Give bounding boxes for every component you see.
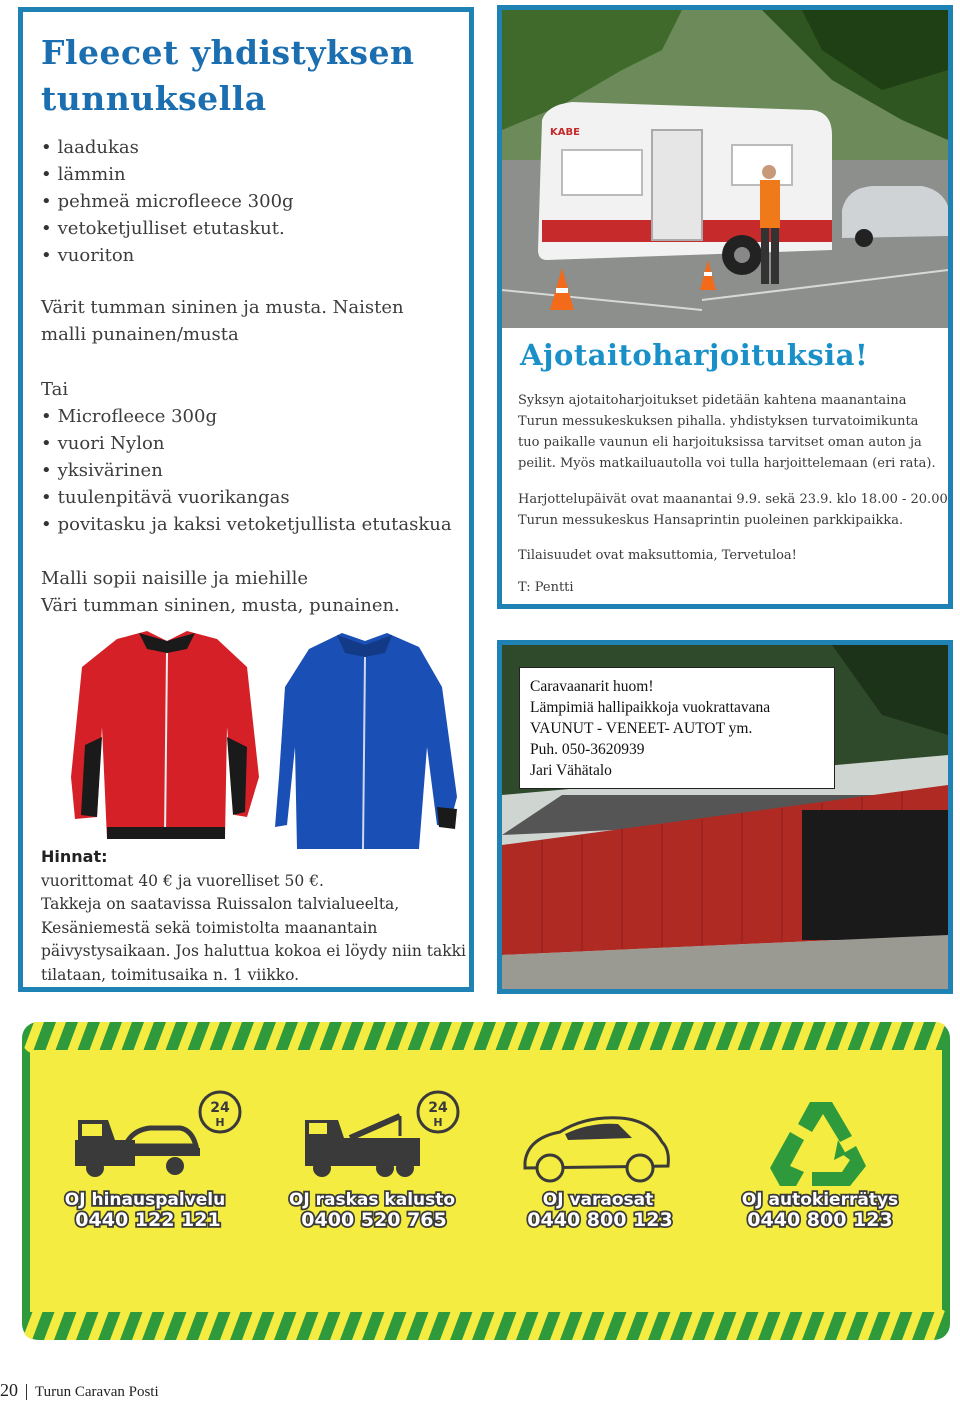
hall-rental-box [497,640,953,994]
notice-line: VAUNUT - VENEET- AUTOT ym. [530,720,753,737]
caravan-photo [502,10,948,328]
publication-name: Turun Caravan Posti [35,1384,159,1400]
trailer-brand: KABE [550,127,580,138]
notice-line: Caravaanarit huom! [530,678,654,695]
fleece-box [18,7,474,992]
list-item: • laadukas [41,134,461,161]
blue-jacket-icon [275,633,457,849]
list-item: • Microfleece 300g [41,403,461,430]
service-phone: 0440 800 123 [527,1209,673,1231]
prices-line: päivystysaikaan. Jos haluttua kokoa ei löydy niin takki [41,942,466,960]
fleece-fit-line1: Malli sopii naisille ja miehille [41,568,308,589]
list-item: • lämmin [41,161,461,188]
text-line: Syksyn ajotaitoharjoitukset pidetään kahtena maanantaina [518,393,907,408]
notice-line: Jari Vähätalo [530,762,612,779]
badge-24h-icon [418,1092,458,1132]
hazard-stripe [20,1022,22,1054]
notice-line: Lämpimiä hallipaikkoja vuokrattavana [530,699,771,716]
fleece-fit-text [41,565,461,619]
caravan-icon [538,102,832,275]
text-line: Turun messukeskus Hansaprintin puoleinen parkkipaikka. [518,513,904,528]
fleece-colors-text [41,294,461,348]
text-line: Turun messukeskuksen pihalla. yhdistyksen turvatoimikunta [518,414,919,429]
list-item: • yksivärinen [41,457,461,484]
service-phone: 0440 122 121 [75,1209,221,1231]
badge-h-text: H [433,1116,443,1129]
fleece-fit-line2: Väri tumman sininen, musta, punainen. [41,595,400,616]
fleece-title-line1: Fleecet yhdistyksen [41,33,415,72]
service-phone: 0440 800 123 [747,1209,893,1231]
red-jacket-icon [71,631,259,839]
oj-services-banner [20,1020,952,1342]
fleece-colors-line2: malli punainen/musta [41,324,239,345]
service-name: OJ varaosat [542,1190,654,1210]
driving-practice-title: Ajotaitoharjoituksia! [520,338,869,372]
prices-line: Kesäniemestä sekä toimistolta maanantain [41,918,378,937]
fleece-or-label: Tai [41,379,69,400]
badge-24h-icon [200,1092,240,1132]
driving-schedule-text [518,489,948,531]
text-line: Harjottelupäivät ovat maanantai 9.9. sekä 23.9. klo 18.00 - 20.00 [518,492,948,507]
driving-free-text: Tilaisuudet ovat maksuttomia, Tervetuloa! [518,548,797,563]
list-item: • vuoriton [41,242,461,269]
service-name: OJ raskas kalusto [288,1190,456,1210]
service-name: OJ hinauspalvelu [64,1190,226,1210]
fleece-prices [41,845,471,987]
badge-h-text: H [215,1116,225,1129]
fleece-features-list [41,134,461,269]
service-name: OJ autokierrätys [741,1190,899,1210]
fleece-title [41,30,414,122]
notice-line: Puh. 050-3620939 [530,741,645,758]
prices-line: vuorittomat 40 € ja vuorelliset 50 €. [41,871,324,890]
fleece-alt-features-list [41,403,461,538]
list-item: • tuulenpitävä vuorikangas [41,484,461,511]
page-number: 20 [0,1380,18,1400]
fleece-title-line2: tunnuksella [41,79,267,118]
hazard-stripe [20,1308,22,1340]
list-item: • vuori Nylon [41,430,461,457]
badge-24-text: 24 [210,1100,230,1116]
text-line: tuo paikalle vaunun eli harjoituksissa tarvitset oman auton ja [518,435,922,450]
prices-line: tilataan, toimitusaika n. 1 viikko. [41,965,300,984]
page-footer [0,1380,159,1401]
driving-signature: T: Pentti [518,580,574,595]
prices-heading: Hinnat: [41,847,108,866]
driving-intro-text [518,390,948,474]
footer-divider [26,1384,27,1400]
prices-line: Takkeja on saatavissa Ruissalon talvialueelta, [41,895,400,913]
driving-practice-box [497,5,953,609]
text-line: peilit. Myös matkailuautolla voi tulla harjoittelemaan (eri rata). [518,456,936,471]
list-item: • vetoketjulliset etutaskut. [41,215,461,242]
list-item: • pehmeä microfleece 300g [41,188,461,215]
fleece-colors-line1: Värit tumman sininen ja musta. Naisten [41,297,404,318]
jackets-image [47,627,467,852]
list-item: • povitasku ja kaksi vetoketjullista etutaskua [41,511,461,538]
service-phone: 0400 520 765 [301,1209,447,1231]
hall-rental-notice [519,667,835,789]
badge-24-text: 24 [428,1100,448,1116]
